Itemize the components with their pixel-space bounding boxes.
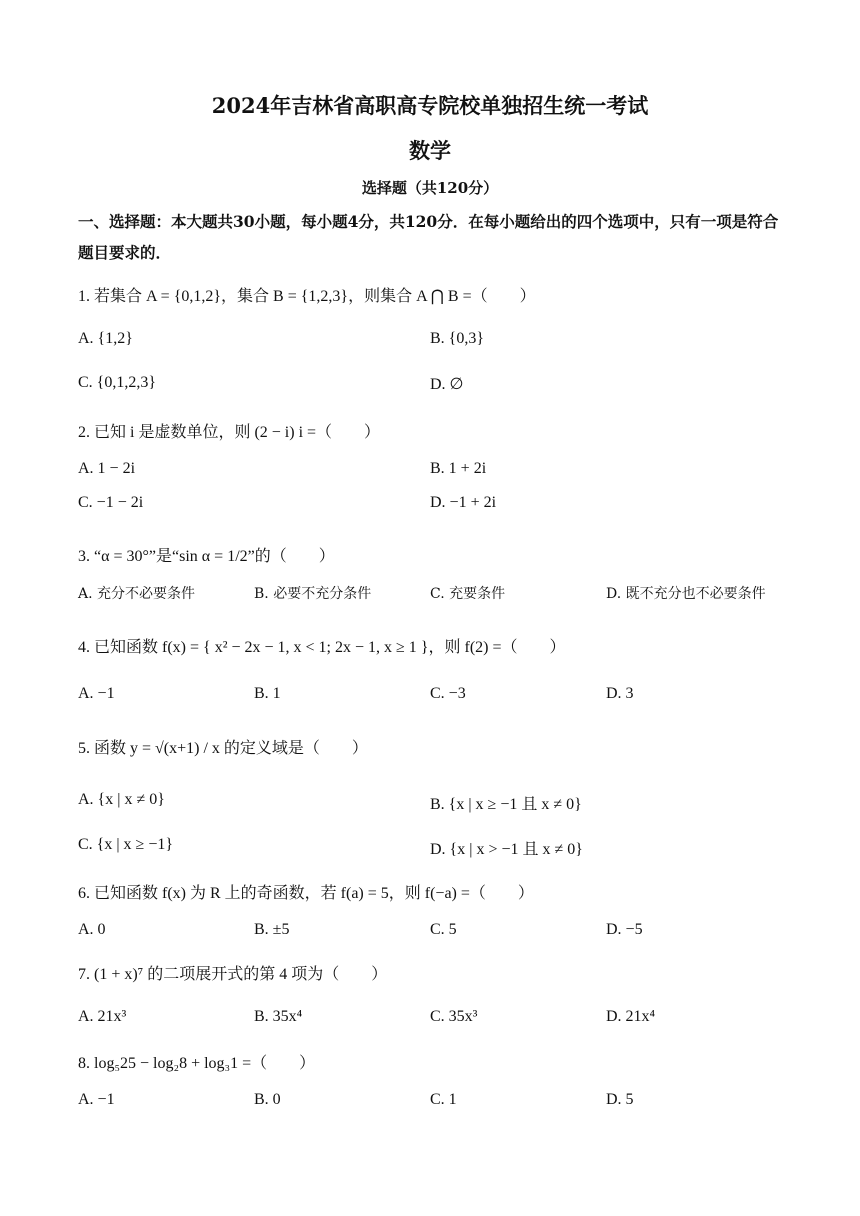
q8-option-d: D. 5 — [606, 1091, 634, 1108]
q3-option-c: C. 充要条件 — [430, 586, 506, 602]
question-8-stem: 8. log₅25 − log₂8 + log₃1 =（ ） — [78, 1055, 316, 1072]
q1-option-c: C. {0,1,2,3} — [78, 374, 157, 391]
q8-option-a: A. −1 — [78, 1091, 115, 1108]
q2-option-b: B. 1 + 2i — [430, 460, 487, 477]
q4-option-d: D. 3 — [606, 685, 634, 702]
q6-option-c: C. 5 — [430, 921, 457, 938]
q2-option-c: C. −1 − 2i — [78, 494, 144, 511]
q2-option-a: A. 1 − 2i — [78, 460, 136, 477]
exam-title: 2024年吉林省高职高专院校单独招生统一考试 — [211, 93, 649, 118]
q5-option-a: A. {x | x ≠ 0} — [78, 791, 165, 808]
q5-option-b: B. {x | x ≥ −1 且 x ≠ 0} — [430, 796, 582, 813]
question-7-stem: 7. (1 + x)⁷ 的二项展开式的第 4 项为（ ） — [78, 966, 388, 983]
section-title: 选择题（共120分） — [361, 179, 499, 197]
q4-option-a: A. −1 — [78, 685, 115, 702]
q7-option-a: A. 21x³ — [78, 1008, 127, 1025]
q6-option-b: B. ±5 — [254, 921, 290, 938]
q3-option-a: A. 充分不必要条件 — [78, 586, 196, 602]
q3-option-b: B. 必要不充分条件 — [254, 586, 372, 602]
q5-option-d: D. {x | x > −1 且 x ≠ 0} — [430, 841, 583, 858]
q1-option-a: A. {1,2} — [78, 330, 133, 347]
q5-option-c: C. {x | x ≥ −1} — [78, 836, 174, 853]
q4-option-c: C. −3 — [430, 685, 466, 702]
q7-option-d: D. 21x⁴ — [606, 1008, 656, 1025]
q1-option-b: B. {0,3} — [430, 330, 485, 347]
question-6-stem: 6. 已知函数 f(x) 为 R 上的奇函数，若 f(a) = 5，则 f(−a) =（ ） — [78, 885, 534, 902]
q6-option-a: A. 0 — [78, 921, 106, 938]
q1-option-d: D. ∅ — [430, 376, 464, 393]
question-1-stem: 1. 若集合 A = {0,1,2}，集合 B = {1,2,3}，则集合 A ⋂ B =（ ） — [78, 288, 536, 305]
q2-option-d: D. −1 + 2i — [430, 494, 497, 511]
q6-option-d: D. −5 — [606, 921, 643, 938]
question-2-stem: 2. 已知 i 是虚数单位，则 (2 − i) i =（ ） — [78, 424, 381, 441]
q8-option-b: B. 0 — [254, 1091, 281, 1108]
question-3-stem: 3. “α = 30°”是“sin α = 1/2”的（ ） — [78, 548, 335, 565]
subject-title: 数学 — [409, 138, 451, 163]
q3-option-d: D. 既不充分也不必要条件 — [606, 586, 766, 602]
q7-option-c: C. 35x³ — [430, 1008, 478, 1025]
q8-option-c: C. 1 — [430, 1091, 457, 1108]
q4-option-b: B. 1 — [254, 685, 281, 702]
q7-option-b: B. 35x⁴ — [254, 1008, 303, 1025]
instructions: 一、选择题：本大题共30小题，每小题4分，共120分．在每小题给出的四个选项中，只有一项是符合题目要求的． — [78, 212, 779, 262]
question-5-stem: 5. 函数 y = √(x+1) / x 的定义域是（ ） — [78, 740, 368, 757]
question-4-stem: 4. 已知函数 f(x) = { x² − 2x − 1, x < 1; 2x − 1, x ≥ 1 }，则 f(2) =（ ） — [78, 639, 566, 656]
